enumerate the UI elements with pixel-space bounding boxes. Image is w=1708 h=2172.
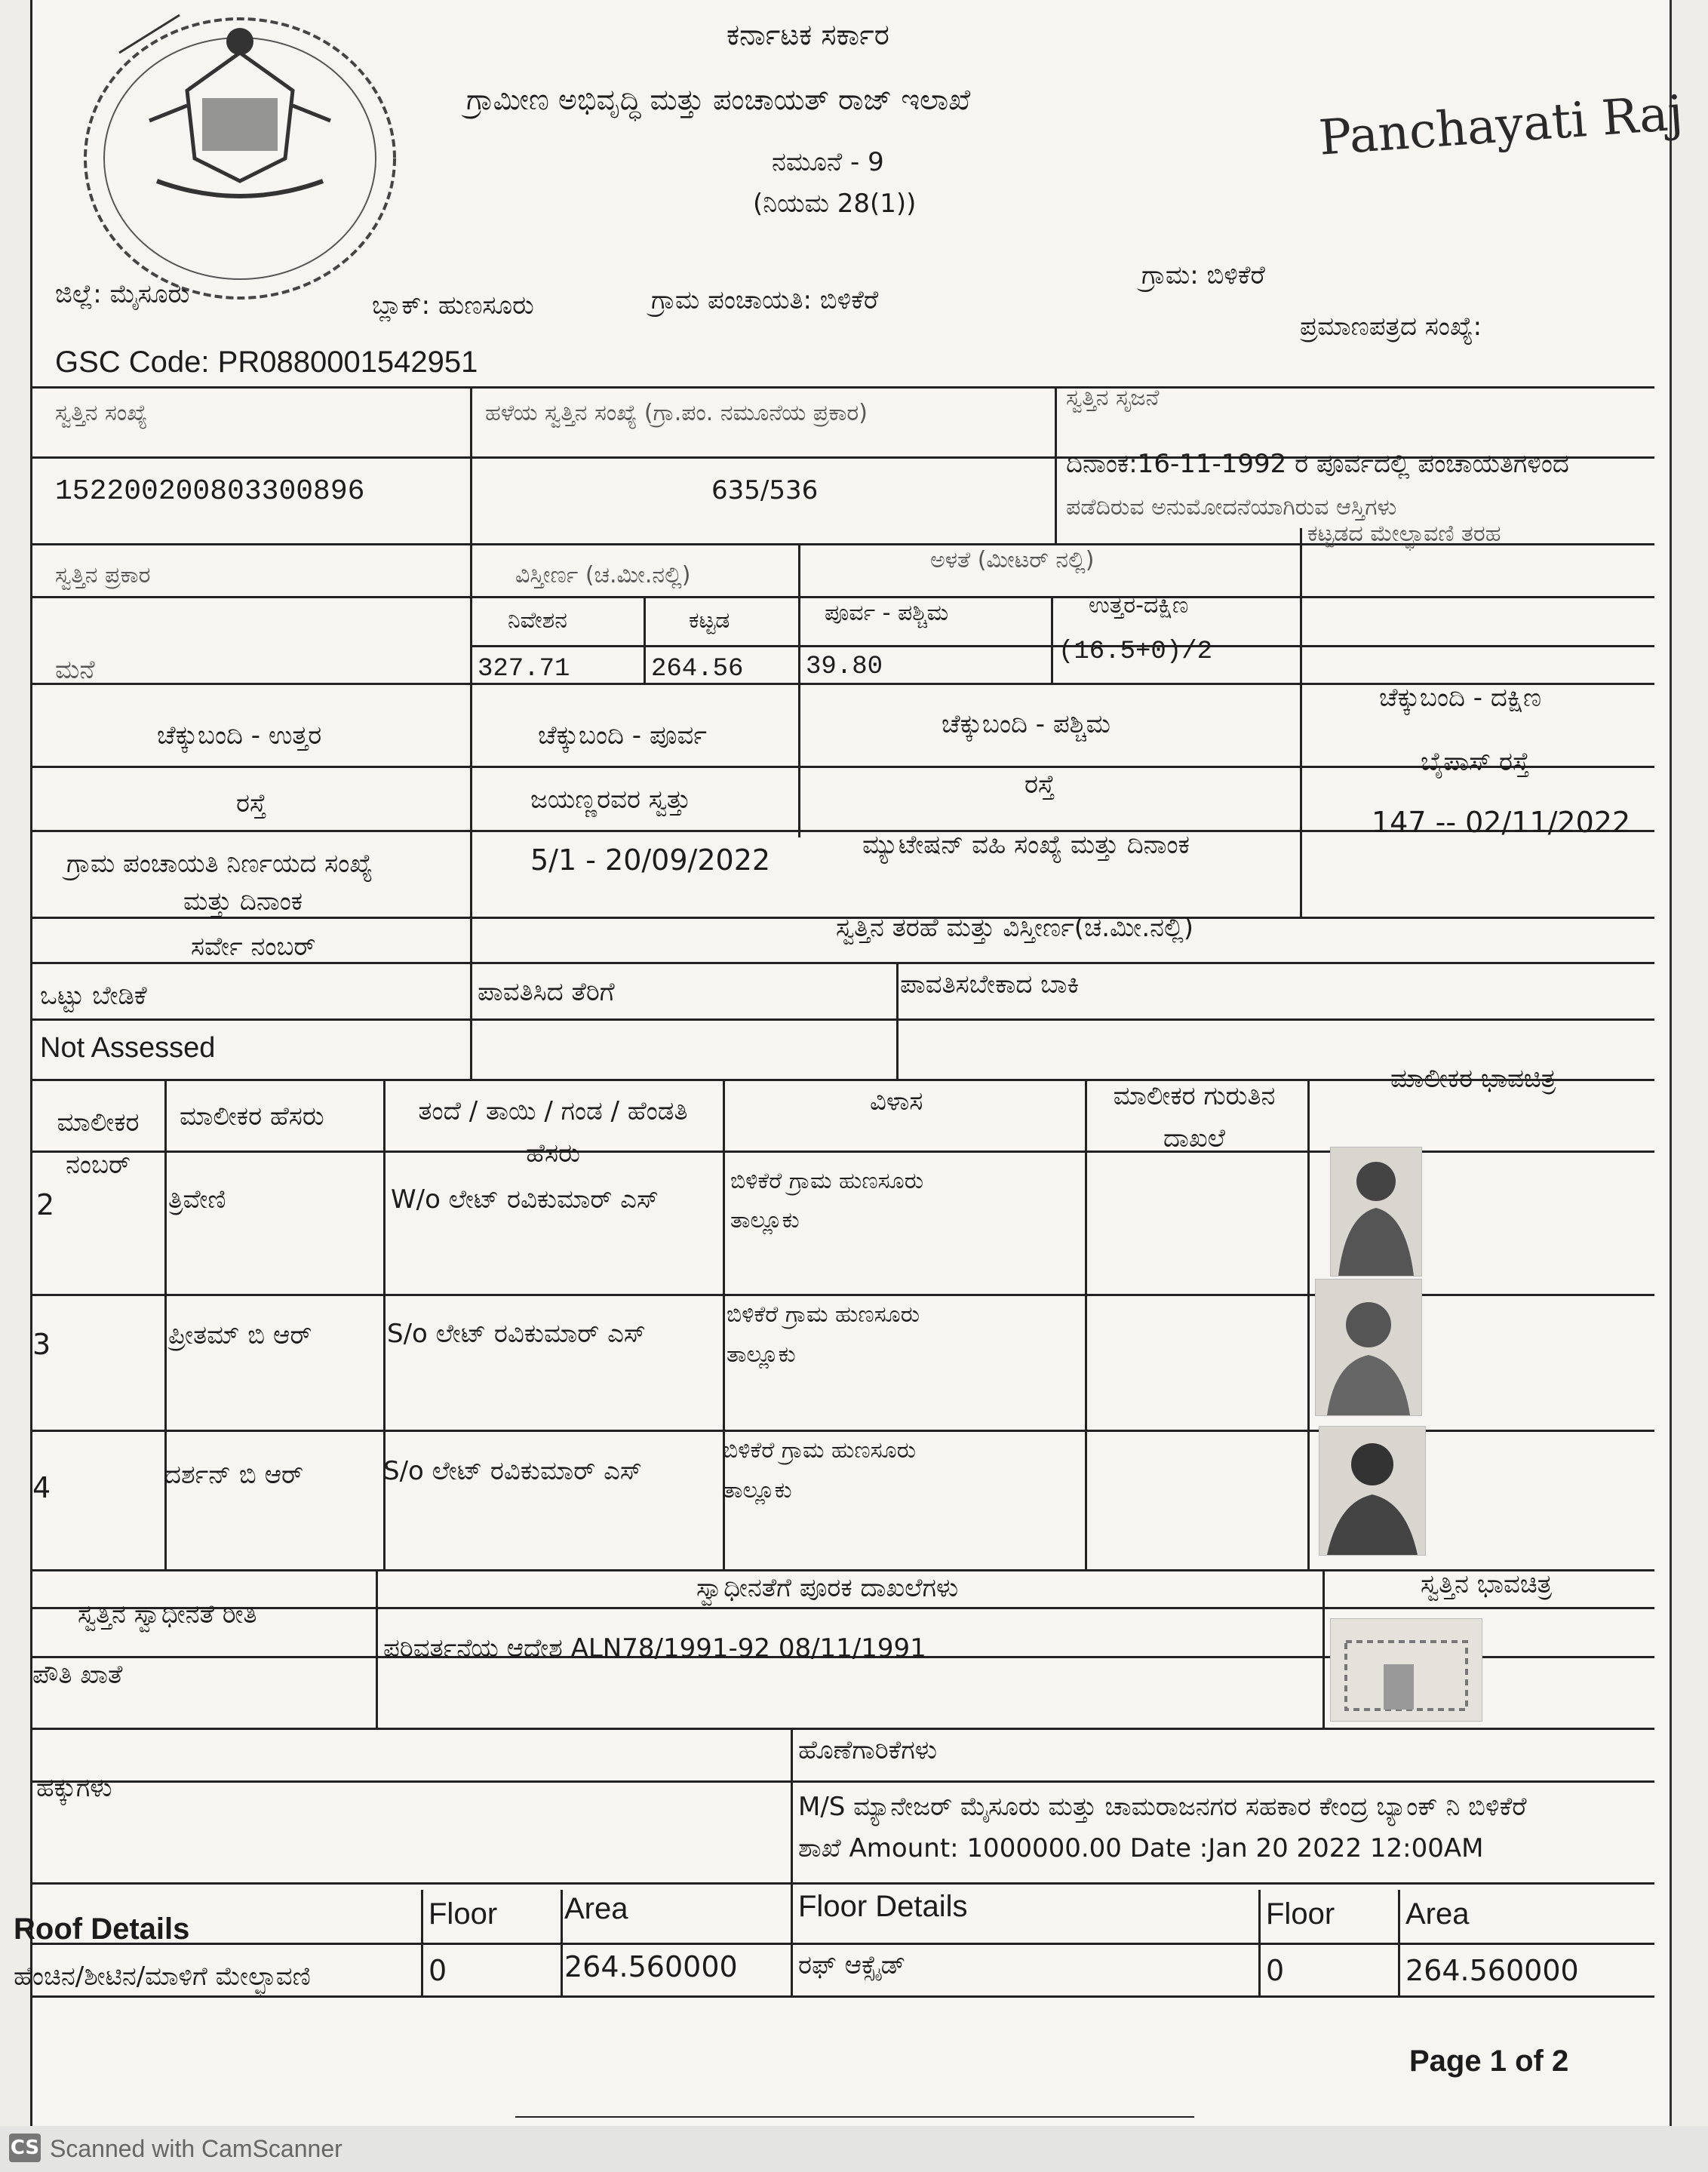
tax-due-label: ಪಾವತಿಸಬೇಕಾದ ಬಾಕಿ [900, 969, 1080, 1000]
roof-type-value: ಹೆಂಚಿನ/ಶೀಟಿನ/ಮಾಳಿಗೆ ಮೇಲ್ಛಾವಣಿ [14, 1962, 311, 1992]
page-number: Page 1 of 2 [1409, 2045, 1569, 2078]
floor-floor-header: Floor [1266, 1897, 1335, 1931]
column-line [1398, 1890, 1400, 1995]
owner-name: ದರ್ಶನ್ ಬಿ ಆರ್ [164, 1460, 304, 1490]
boundary-east-value: ಜಯಣ್ಣರವರ ಸ್ವತ್ತು [530, 785, 691, 815]
survey-number-label: ಸರ್ವೇ ನಂಬರ್ [191, 932, 316, 962]
roof-details-label: Roof Details [14, 1912, 190, 1946]
owner-id-doc-header: ಮಾಲೀಕರ ಗುರುತಿನ ದಾಖಲೆ [1113, 1081, 1276, 1154]
rule-line [32, 1943, 1654, 1945]
property-photo [1330, 1618, 1482, 1722]
property-photo-label: ಸ್ವತ್ತಿನ ಭಾವಚಿತ್ರ [1421, 1569, 1553, 1599]
old-property-number-value: 635/536 [711, 475, 819, 505]
rule-line [32, 1780, 1654, 1783]
rights-label: ಹಕ್ಕುಗಳು [36, 1773, 112, 1803]
boundary-south-label: ಚೆಕ್ಕುಬಂದಿ - ದಕ್ಷಿಣ [1379, 683, 1542, 713]
ownership-method-value: ಪೌತಿ ಖಾತೆ [32, 1660, 123, 1690]
roof-floor-header: Floor [429, 1897, 498, 1931]
taluk-label: ಬ್ಲಾಕ್: ಹುಣಸೂರು [372, 290, 534, 321]
floor-area-value: 264.560000 [1405, 1954, 1579, 1987]
type-and-area-label: ಸ್ವತ್ತಿನ ತರಹೆ ಮತ್ತು ವಿಸ್ತೀರ್ಣ(ಚ.ಮೀ.ನಲ್ಲಿ) [836, 913, 1194, 943]
mutation-value: 147 -- 02/11/2022 [1372, 806, 1631, 839]
handwritten-note: Panchayati Raj [1317, 85, 1685, 167]
government-seal [74, 8, 421, 309]
north-south-label: ಉತ್ತರ-ದಕ್ಷಿಣ [1089, 592, 1189, 619]
boundary-north-value: ರಸ್ತೆ [236, 788, 267, 819]
site-area-label: ನಿವೇಶನ [508, 607, 567, 634]
column-line [1258, 1890, 1261, 1995]
column-line [561, 1890, 563, 1995]
building-area-value: 264.56 [651, 655, 744, 684]
floor-area-header: Area [1405, 1897, 1470, 1931]
owner-photo [1315, 1279, 1422, 1416]
owner-address-line2: ತಾಲ್ಲೂಕು [730, 1207, 800, 1233]
area-label: ವಿಸ್ತೀರ್ಣ (ಚ.ಮೀ.ನಲ್ಲಿ) [515, 562, 691, 588]
rule-line [515, 2116, 1194, 2118]
boundary-south-value: ಬೈಪಾಸ್ ರಸ್ತೆ [1421, 747, 1530, 777]
mutation-label: ಮ್ಯುಟೇಷನ್ ವಹಿ ಸಂಖ್ಯೆ ಮತ್ತು ದಿನಾಂಕ [862, 830, 1190, 860]
column-line [421, 1890, 423, 1995]
ownership-method-label: ಸ್ವತ್ತಿನ ಸ್ವಾಧೀನತೆ ರೀತಿ [78, 1599, 257, 1630]
rule-line [32, 1728, 1654, 1730]
owner-address-header: ವಿಳಾಸ [870, 1086, 923, 1117]
column-line [791, 1728, 793, 1882]
boundary-west-label: ಚೆಕ್ಕುಬಂದಿ - ಪಶ್ಚಿಮ [942, 709, 1111, 739]
liabilities-label: ಹೊಣೆಗಾರಿಕೆಗಳು [798, 1735, 938, 1765]
column-line [470, 386, 472, 1079]
property-origin-label: ಸ್ವತ್ತಿನ ಸೃಜನೆ [1066, 385, 1160, 411]
floor-type-value: ರಫ್ ಆಕ್ಸೈಡ್ [798, 1950, 906, 1980]
owner-name: ಪ್ರೀತಮ್ ಬಿ ಆರ್ [168, 1320, 312, 1350]
gp-decision-label-line2: ಮತ್ತು ದಿನಾಂಕ [183, 886, 303, 917]
owner-address-line2: ತಾಲ್ಲೂಕು [727, 1341, 796, 1368]
form-number: ನಮೂನೆ - 9 [772, 147, 884, 177]
property-type-label: ಸ್ವತ್ತಿನ ಪ್ರಕಾರ [55, 562, 151, 588]
boundary-east-label: ಚೆಕ್ಕುಬಂದಿ - ಪೂರ್ವ [538, 720, 707, 751]
property-origin-value-line2: ಪಡೆದಿರುವ ಅನುಮೋದನೆಯಾಗಿರುವ ಆಸ್ತಿಗಳು [1066, 494, 1397, 521]
gp-decision-value: 5/1 - 20/09/2022 [530, 843, 771, 877]
boundary-north-label: ಚೆಕ್ಕುಬಂದಿ - ಉತ್ತರ [157, 720, 322, 751]
roof-area-value: 264.560000 [564, 1950, 738, 1983]
building-area-label: ಕಟ್ಟಡ [689, 607, 730, 634]
owner-relation: S/o ಲೇಟ್ ರವಿಕುಮಾರ್ ಎಸ್ [383, 1456, 642, 1486]
column-line [164, 1079, 167, 1569]
owner-photo [1319, 1426, 1426, 1556]
column-line [798, 543, 800, 837]
ownership-docs-value: ಪರಿವರ್ತನೆಯ ಆದೇಶ ALN78/1991-92 08/11/1991 [383, 1633, 926, 1664]
owner-relation-header: ತಂದೆ / ತಾಯಿ / ಗಂಡ / ಹೆಂಡತಿ ಹೆಸರು [418, 1096, 688, 1169]
column-line [1322, 1569, 1325, 1728]
old-property-number-label: ಹಳೆಯ ಸ್ವತ್ತಿನ ಸಂಖ್ಯೆ (ಗ್ರಾ.ಪಂ. ನಮೂನೆಯ ಪ್ರಕಾರ) [485, 400, 868, 426]
rule-line [32, 1995, 1654, 1998]
column-line [791, 1882, 793, 1995]
rule-line [32, 1569, 1654, 1571]
owner-photo [1330, 1147, 1422, 1276]
owner-number: 4 [32, 1471, 51, 1504]
village-label: ಗ್ರಾಮ: ಬಿಳಿಕೆರೆ [1141, 260, 1265, 290]
property-id-value: 152200200803300896 [55, 475, 365, 508]
rule-line [32, 962, 1654, 964]
gp-decision-label-line1: ಗ್ರಾಮ ಪಂಚಾಯತಿ ನಿರ್ಣಯದ ಸಂಖ್ಯೆ [66, 849, 373, 879]
rule-line [32, 1882, 1654, 1885]
dept-title: ಗ್ರಾಮೀಣ ಅಭಿವೃದ್ಧಿ ಮತ್ತು ಪಂಚಾಯತ್ ರಾಜ್ ಇಲಾಖೆ [466, 83, 971, 116]
column-line [1300, 528, 1302, 917]
owner-number: 2 [36, 1188, 55, 1221]
owner-number-header: ಮಾಲೀಕರ ನಂಬರ್ [57, 1108, 140, 1180]
owner-number: 3 [32, 1328, 51, 1361]
boundary-west-value: ರಸ್ತೆ [1024, 770, 1055, 800]
rule-line [32, 386, 1654, 389]
total-demand-label: ಒಟ್ಟು ಬೇಡಿಕೆ [40, 981, 147, 1011]
liabilities-value-line1: M/S ಮ್ಯಾನೇಜರ್ ಮೈಸೂರು ಮತ್ತು ಚಾಮರಾಜನಗರ ಸಹಕಾರ ಕೇಂದ್ರ ಬ್ಯಾಂಕ್ ನಿ ಬಿಳಿಕೆರೆ [798, 1792, 1527, 1822]
floor-floor-value: 0 [1266, 1954, 1285, 1987]
rule-line [32, 596, 1654, 598]
rule-line [32, 1018, 1654, 1021]
scanner-watermark: Scanned with CamScanner [50, 2135, 343, 2162]
property-id-label: ಸ್ವತ್ತಿನ ಸಂಖ್ಯೆ [55, 400, 148, 426]
roof-floor-value: 0 [429, 1954, 447, 1987]
owner-address-line1: ಬಿಳಿಕೆರೆ ಗ್ರಾಮ ಹುಣಸೂರು [730, 1168, 924, 1194]
owner-name: ತ್ರಿವೇಣಿ [168, 1184, 226, 1215]
ownership-docs-label: ಸ್ವಾಧೀನತೆಗೆ ಪೂರಕ ದಾಖಲೆಗಳು [696, 1573, 959, 1603]
district-label: ಜಿಲ್ಲೆ: ಮೈಸೂರು [55, 279, 190, 309]
column-line [1051, 596, 1053, 683]
owner-relation: W/o ಲೇಟ್ ರವಿಕುಮಾರ್ ಎಸ್ [391, 1184, 659, 1215]
gsc-code: GSC Code: PR0880001542951 [55, 346, 478, 379]
floor-details-label: Floor Details [798, 1890, 968, 1923]
roof-area-header: Area [564, 1892, 628, 1925]
gov-title: ಕರ್ನಾಟಕ ಸರ್ಕಾರ [727, 18, 889, 51]
property-type-value: ಮನೆ [55, 655, 95, 685]
total-demand-value: Not Assessed [40, 1032, 216, 1064]
owner-address-line1: ಬಿಳಿಕೆರೆ ಗ್ರಾಮ ಹುಣಸೂರು [723, 1437, 917, 1464]
column-line [376, 1569, 378, 1728]
building-type-label: ಕಟ್ಟಡದ ಮೇಲ್ಛಾವಣಿ ತರಹ [1307, 521, 1501, 547]
site-area-value: 327.71 [478, 655, 570, 684]
east-west-value: 39.80 [806, 653, 883, 681]
rule-line [32, 766, 1654, 768]
property-origin-value-line1: ದಿನಾಂಕ:16-11-1992 ರ ಪೂರ್ವದಲ್ಲಿ ಪಂಚಾಯತಿಗಳಿಂದ [1066, 449, 1569, 479]
column-line [896, 962, 899, 1079]
document-sheet [14, 0, 1685, 2135]
rule-number: (ನಿಯಮ 28(1)) [753, 189, 917, 219]
column-line [1085, 1079, 1087, 1569]
owner-relation: S/o ಲೇಟ್ ರವಿಕುಮಾರ್ ಎಸ್ [387, 1319, 646, 1349]
size-label: ಅಳತೆ (ಮೀಟರ್ ನಲ್ಲಿ) [930, 547, 1095, 573]
tax-paid-label: ಪಾವತಿಸಿದ ತೆರಿಗೆ [478, 977, 615, 1007]
column-line [1307, 1079, 1310, 1569]
camscanner-logo-icon: CS [9, 2134, 41, 2162]
owner-address-line1: ಬಿಳಿಕೆರೆ ಗ್ರಾಮ ಹುಣಸೂರು [727, 1301, 920, 1328]
scanner-footer [0, 2126, 1708, 2172]
liabilities-value-line2: ಶಾಖೆ Amount: 1000000.00 Date :Jan 20 2022 12:00AM [798, 1833, 1484, 1863]
owner-name-header: ಮಾಲೀಕರ ಹೆಸರು [180, 1101, 324, 1132]
north-south-value: (16.5+0)/2 [1058, 637, 1213, 666]
rule-line [32, 1607, 1654, 1609]
owner-address-line2: ತಾಲ್ಲೂಕು [723, 1477, 792, 1504]
certificate-number-label: ಪ್ರಮಾಣಪತ್ರದ ಸಂಖ್ಯೆ: [1300, 312, 1482, 342]
column-line [383, 1079, 386, 1569]
east-west-label: ಪೂರ್ವ - ಪಶ್ಚಿಮ [825, 600, 949, 626]
owner-photo-header: ಮಾಲೀಕರ ಭಾವಚಿತ್ರ [1390, 1064, 1556, 1094]
gram-panchayat-label: ಗ್ರಾಮ ಪಂಚಾಯತಿ: ಬಿಳಿಕೆರೆ [651, 285, 879, 315]
column-line [1055, 386, 1057, 543]
column-line [644, 596, 646, 683]
